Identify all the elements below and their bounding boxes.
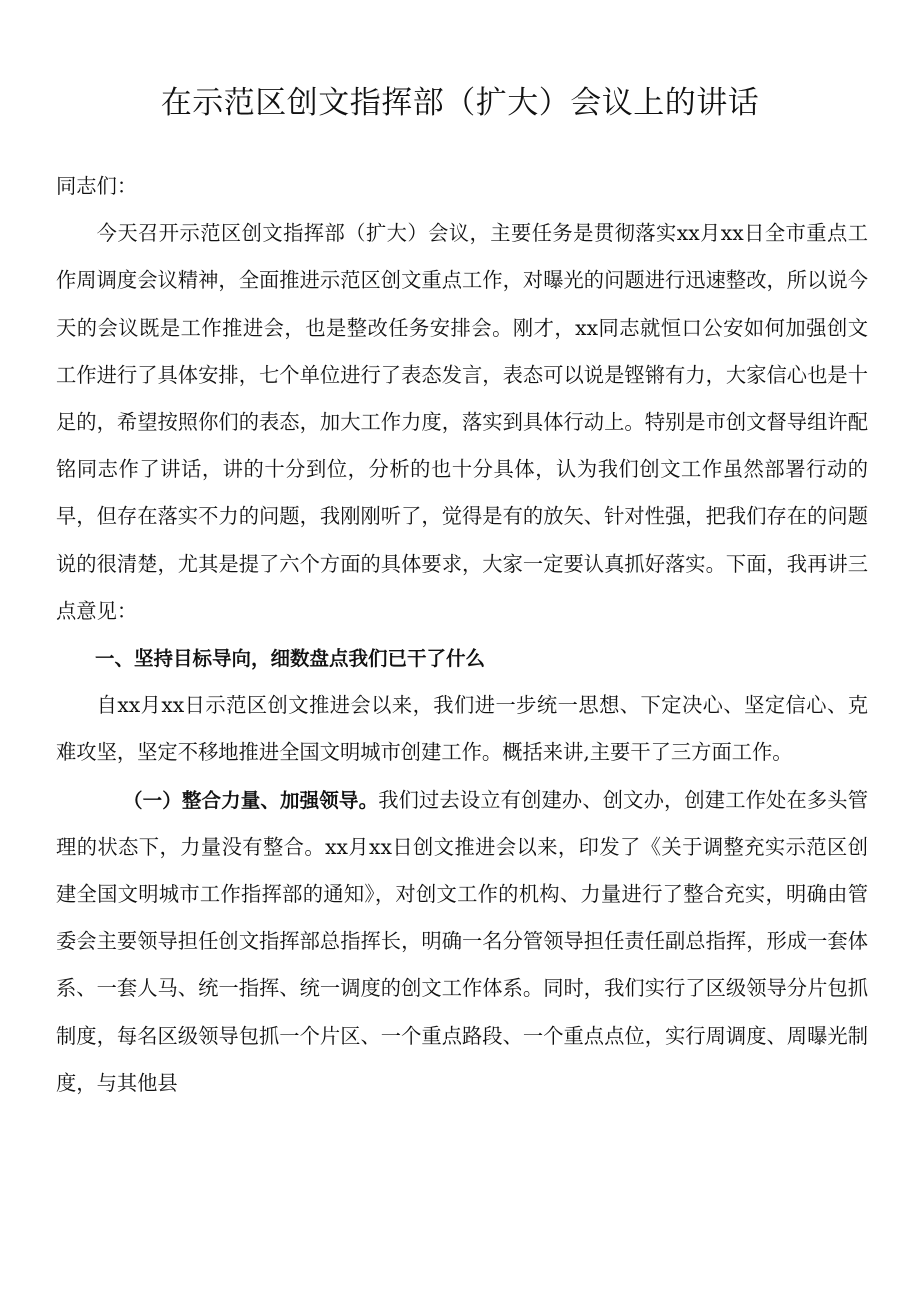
salutation: 同志们： [56, 174, 138, 198]
subsection-1-lead: （一）整合力量、加强领导。 [122, 788, 379, 812]
document-title: 在示范区创文指挥部（扩大）会议上的讲话 [160, 85, 760, 121]
section-heading-1: 一、坚持目标导向，细数盘点我们已干了什么 [95, 647, 486, 671]
document-body [56, 163, 868, 1107]
subsection-1-paragraph [56, 777, 868, 1107]
section-1-paragraph: 自xx月xx日示范区创文推进会以来，我们进一步统一思想、下定决心、坚定信心、克难攻坚，坚定不移地推进全国文明城市创建工作。概括来讲,主要干了三方面工作。 [56, 693, 868, 765]
intro-paragraph: 今天召开示范区创文指挥部（扩大）会议，主要任务是贯彻落实xx月xx日全市重点工作周调度会议精神，全面推进示范区创文重点工作，对曝光的问题进行迅速整改，所以说今天的会议既是工作推进会，也是整改任务安排会。刚才，xx同志就恒口公安如何加强创文工作进行了具体安排，七个单位进行了表态发言，表态可以说是铿锵有力，大家信心也是十足的，希望按照你们的表态，加大工作力度，落实到具体行动上。特别是市创文督导组许配铭同志作了讲话，讲的十分到位，分析的也十分具体，认为我们创文工作虽然部署行动的早，但存在落实不力的问题，我刚刚听了，觉得是有的放矢、针对性强，把我们存在的问题说的很清楚，尤其是提了六个方面的具体要求，大家一定要认真抓好落实。下面，我再讲三点意见： [56, 221, 868, 623]
subsection-1-text: 我们过去设立有创建办、创文办，创建工作处在多头管理的状态下，力量没有整合。xx月xx日创文推进会以来，印发了《关于调整充实示范区创建全国文明城市工作指挥部的通知》，对创文工作的机构、力量进行了整合充实，明确由管委会主要领导担任创文指挥部总指挥长，明确一名分管领导担任责任副总指挥，形成一套体系、一套人马、统一指挥、统一调度的创文工作体系。同时，我们实行了区级领导分片包抓制度，每名区级领导包抓一个片区、一个重点路段、一个重点点位，实行周调度、周曝光制度，与其他县 [56, 787, 868, 1095]
